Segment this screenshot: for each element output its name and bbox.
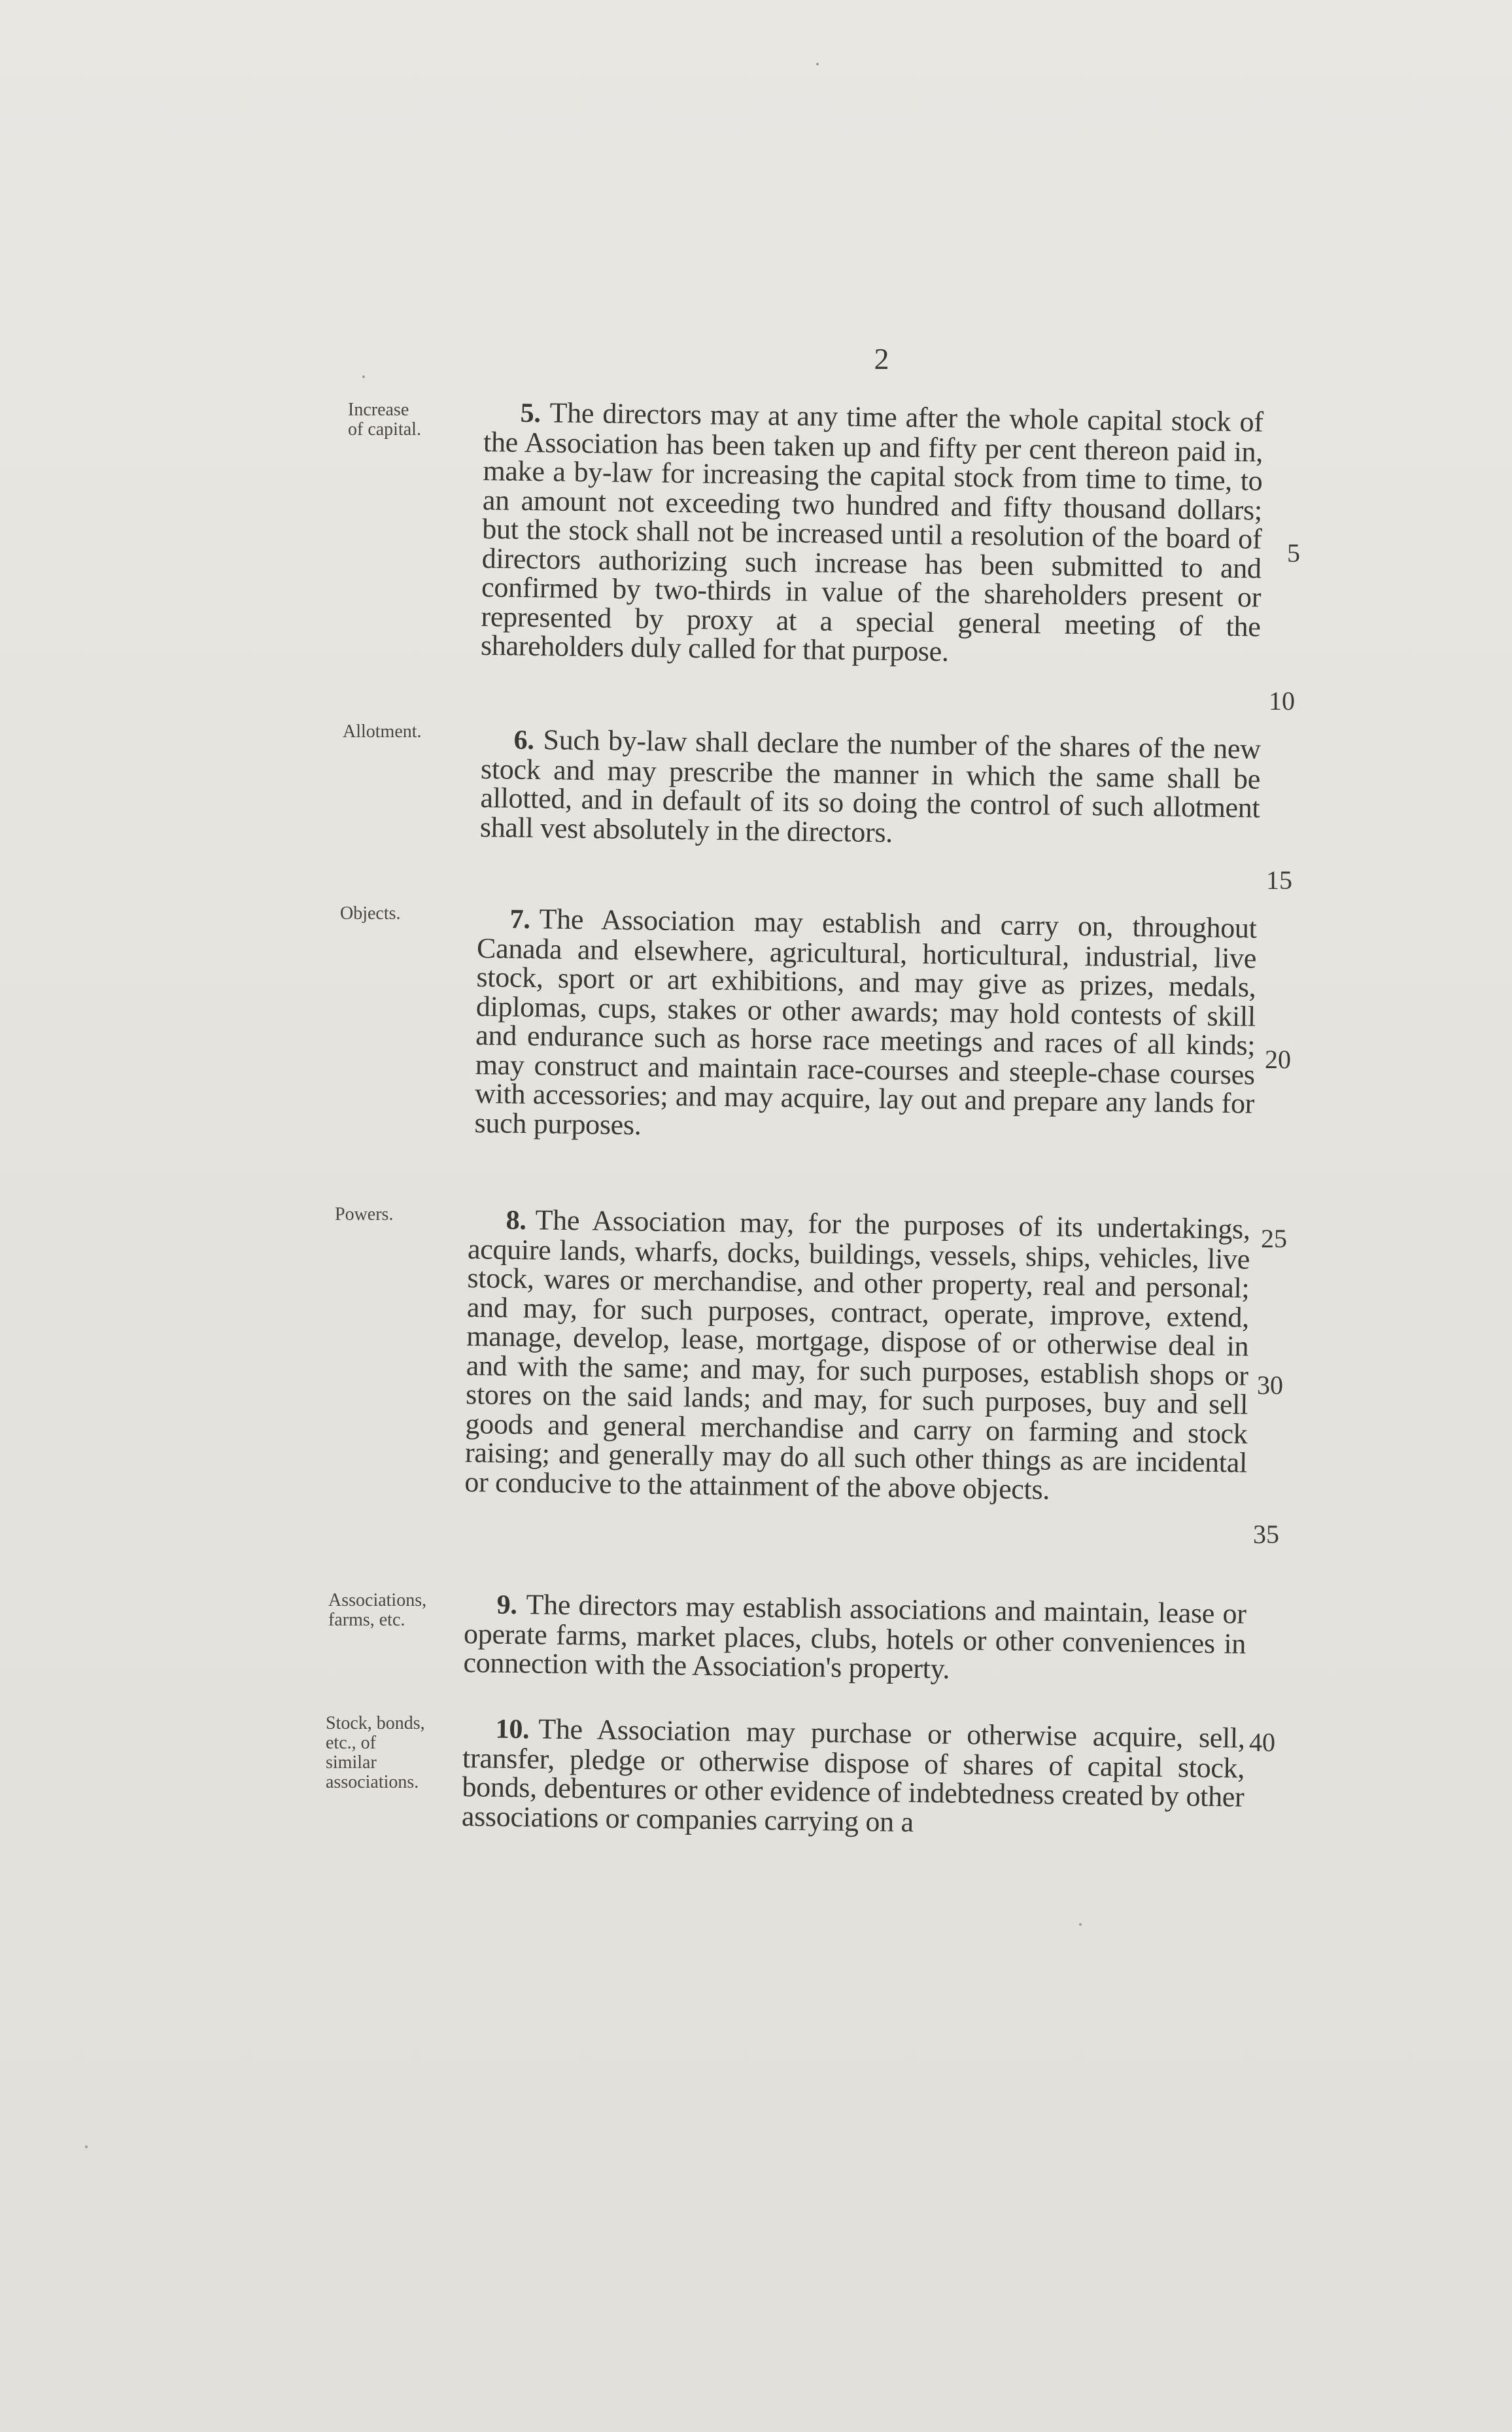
sidenote-stock-bonds: Stock, bonds, etc., of similar associations. (326, 1713, 425, 1792)
sidenote-increase-of-capital: Increase of capital. (348, 400, 421, 440)
line-number-10: 10 (1269, 686, 1295, 716)
section-8-number: 8. (506, 1205, 526, 1236)
section-8-paragraph (464, 1205, 1250, 1507)
sidenote-associations-farms: Associations, farms, etc. (328, 1590, 427, 1630)
section-7-paragraph (474, 904, 1257, 1148)
line-number-25: 25 (1261, 1224, 1287, 1253)
section-8-text: The Association may, for the purposes of its undertakings, acquire lands, wharfs, docks, buildings, vessels, ships, vehicles, live stock, wares or merchandise, and other property, real and personal; and may, for such purposes, contract, operate, improve, extend, manage, develop, lease, mortgage, dispose of or otherwise deal in and with the same; and may, for such purposes, establish shops or stores on the said lands; and may, for such purposes, buy and sell goods and general merchandise and carry on farming and stock raising; and generally may do all such other things as are incidental or conducive to the attainment of the above objects. (464, 1204, 1250, 1506)
line-number-15: 15 (1266, 865, 1292, 895)
section-6-number: 6. (513, 725, 534, 756)
paper-speck (816, 63, 819, 65)
paper-speck (1079, 1923, 1082, 1926)
section-5-text: The directors may at any time after the whole capital stock of the Association has been taken up and fifty per cent thereon paid in, make a by-law for increasing the capital stock from time to time, to an amount not exceeding two hundred and fifty thousand dollars; but the stock shall not be increased until a resolution of the board of directors authorizing such increase has been submitted to and confirmed by two-thirds in value of the shareholders present or represented by proxy at a special general meeting of the shareholders duly called for that purpose. (480, 396, 1263, 668)
line-number-5: 5 (1287, 538, 1300, 568)
line-number-40: 40 (1249, 1728, 1275, 1757)
page-number: 2 (874, 342, 889, 375)
section-9-number: 9. (496, 1589, 517, 1621)
paper-speck (362, 375, 365, 378)
section-5-paragraph (481, 398, 1263, 670)
sidenote-powers: Powers. (335, 1204, 394, 1225)
line-number-20: 20 (1265, 1045, 1291, 1074)
section-6-text: Such by-law shall declare the number of the shares of the new stock and may prescribe the manner in which the same shall be allotted, and in default of its so doing the control of such allotment shall vest absolutely in the directors. (479, 723, 1261, 848)
line-number-35: 35 (1253, 1520, 1279, 1549)
section-9-paragraph (463, 1589, 1246, 1688)
section-7-number: 7. (509, 904, 530, 935)
section-10-number: 10. (495, 1714, 530, 1745)
paper-speck (85, 2145, 88, 2148)
sidenote-objects: Objects. (340, 903, 401, 924)
section-5-number: 5. (520, 398, 541, 429)
section-7-text: The Association may establish and carry on, throughout Canada and elsewhere, agricultural, horticultural, industrial, live stock, sport or art exhibitions, and may give as prizes, medals, diplomas, cups, stakes or other awards; may hold contests of skill and endurance such as horse race meetings and races of all kinds; may construct and maintain race-courses and steeple-chase courses with accessories; and may acquire, lay out and prepare any lands for such purposes. (474, 903, 1257, 1141)
section-10-text: The Association may purchase or otherwise acquire, sell, transfer, pledge or otherwise dispose of shares of capital stock, bonds, debentures or other evidence of indebtedness created by other associations or companies carrying on a (461, 1712, 1245, 1838)
section-9-text: The directors may establish associations and maintain, lease or operate farms, market places, clubs, hotels or other conveniences in connection with the Association's property. (463, 1588, 1246, 1685)
section-10-paragraph (462, 1714, 1245, 1841)
line-number-30: 30 (1257, 1370, 1283, 1400)
section-6-paragraph (480, 725, 1261, 852)
sidenote-allotment: Allotment. (343, 721, 422, 742)
